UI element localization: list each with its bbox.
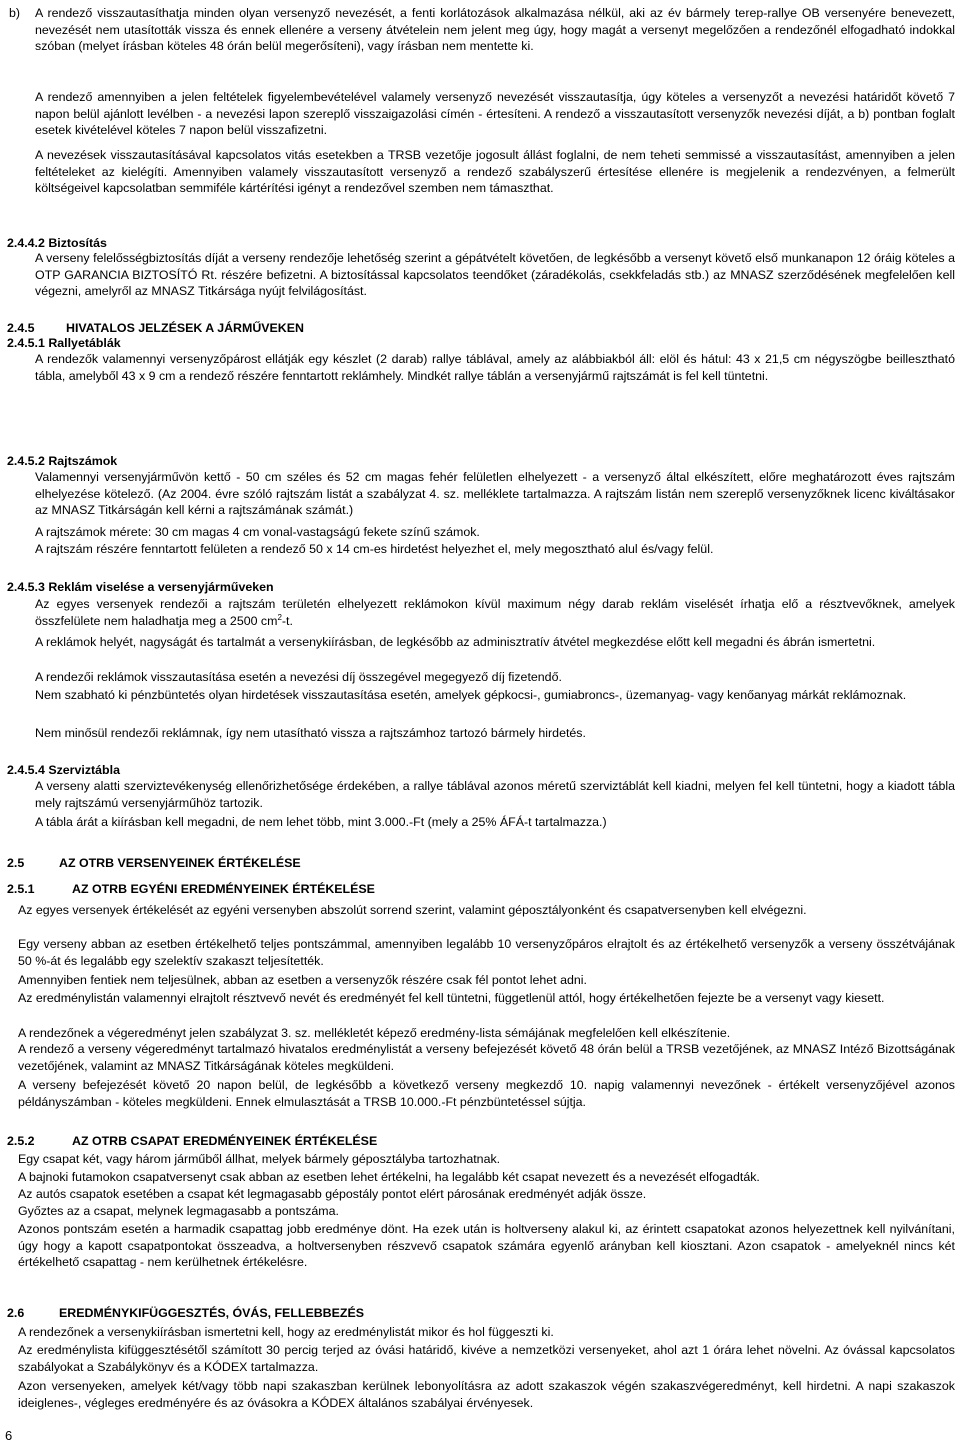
paragraph-2452-b: A rajtszámok mérete: 30 cm magas 4 cm vonal-vastagságú fekete színű számok. <box>35 525 480 539</box>
paragraph-2452-c: A rajtszám részére fenntartott felületen a rendező 50 x 14 cm-es hirdetést helyezhet el, mely megosztható alul és/vagy felül. <box>35 542 714 556</box>
paragraph-2452-a: Valamennyi versenyjárművön kettő - 50 cm széles és 52 cm magas fehér felületlen elhelyezett - a versenyző által elkészített, előre meghatározott éves rajtszám elhelyezése kötelező. (Az 2004. évre szóló rajtszám listát a szabályzat 4. sz. melléklete tartalmazza. A rajtszám listán nem szereplő versenyzőknek licenc kiváltásakor az MNASZ Titkárságán kell kérni a rajtszámának számát.) <box>35 470 955 518</box>
paragraph-b-marker: b) <box>9 6 21 20</box>
page-number: 6 <box>5 1428 13 1443</box>
heading-251-number: 2.5.1 <box>7 882 35 896</box>
paragraph-251-e: A rendezőnek a végeredményt jelen szabályzat 3. sz. mellékletét képező eredmény-lista sémájának megfelelően kell elkészítenie. <box>18 1026 731 1040</box>
heading-245-title: HIVATALOS JELZÉSEK A JÁRMŰVEKEN <box>66 321 304 335</box>
heading-26-title: EREDMÉNYKIFÜGGESZTÉS, ÓVÁS, FELLEBBEZÉS <box>59 1306 364 1320</box>
heading-252-title: AZ OTRB CSAPAT EREDMÉNYEINEK ÉRTÉKELÉSE <box>72 1134 378 1148</box>
paragraph-2453-a-text: Az egyes versenyek rendezői a rajtszám területén elhelyezett reklámokon kívül maximum négy darab reklám viselését írhatja elő a résztvevőknek, amelyek összfelülete nem haladhatja meg a 2500 cm <box>35 597 955 628</box>
heading-2442: 2.4.4.2 Biztosítás <box>7 236 107 250</box>
paragraph-2454-a: A verseny alatti szerviztevékenység ellenőrizhetősége érdekében, a rallye táblával azonos méretű szerviztáblát kell kiadni, melyen fel kell tüntetni, hogy a kiadott tábla mely rajtszámú versenyjárműhöz tartozik. <box>35 779 955 810</box>
heading-25-title: AZ OTRB VERSENYEINEK ÉRTÉKELÉSE <box>59 856 301 870</box>
paragraph-251-b: Egy verseny abban az esetben értékelhető teljes pontszámmal, amennyiben legalább 10 versenyzőpáros elrajtolt és az értékelhető versenyzők a verseny összétvájának 50 %-át és legalább egy szelektív szakaszt teljesítették. <box>18 937 955 968</box>
heading-252 <box>7 1133 377 1150</box>
paragraph-251-c: Amennyiben fentiek nem teljesülnek, abban az esetben a versenyzők részére csak fél pontot lehet adni. <box>18 973 587 987</box>
paragraph-251-d: Az eredménylistán valamennyi elrajtolt résztvevő nevét és eredményét fel kell tüntetni, függetlenül attól, hogy értékelhetően fejezte be a versenyt vagy kiesett. <box>18 991 885 1005</box>
paragraph-252-d: Győztes az a csapat, melynek legmagasabb a pontszáma. <box>18 1204 339 1218</box>
heading-2451: 2.4.5.1 Rallyetáblák <box>7 336 121 350</box>
heading-2452: 2.4.5.2 Rajtszámok <box>7 454 118 468</box>
heading-25 <box>7 855 301 872</box>
heading-252-number: 2.5.2 <box>7 1134 35 1148</box>
paragraph-2453-d: Nem szabható ki pénzbüntetés olyan hirdetések visszautasítása esetén, amelyek gépkocsi-, gumiabroncs-, üzemanyag- vagy kenőanyag márkát reklámoznak. <box>35 688 907 702</box>
heading-25-number: 2.5 <box>7 856 25 870</box>
heading-2454: 2.4.5.4 Szerviztábla <box>7 763 120 777</box>
heading-26-number: 2.6 <box>7 1306 25 1320</box>
heading-26 <box>7 1305 364 1322</box>
paragraph-251-g: A verseny befejezését követő 20 napon belül, de legkésőbb a következő verseny megkezdő 10. napig valamennyi nevezőnek - értékelt versenyzőjével azonos példányszámban - köteles megküldeni. Ennek elmulasztását a TRSB 10.000.-Ft pénzbüntetéssel sújtja. <box>18 1078 955 1109</box>
heading-2453: 2.4.5.3 Reklám viselése a versenyjárműveken <box>7 580 274 594</box>
paragraph-252-b: A bajnoki futamokon csapatversenyt csak abban az esetben lehet értékelni, ha legalább két csapat nevezett és a nevezését elfogadták. <box>18 1170 760 1184</box>
paragraph-2453-c: A rendezői reklámok visszautasítása esetén a nevezési díj összegével megegyező díj fizetendő. <box>35 670 562 684</box>
paragraph-rejection-1: A rendező amennyiben a jelen feltételek figyelembevételével valamely versenyző nevezését visszautasítja, úgy köteles a versenyzőt a nevezési határidőt követő 7 napon belül ajánlott levélben - a nevezési lapon szereplő visszaigazolási címén - értesíteni. A rendező a visszautasított versenyzők nevezési díját, a b) pontban foglalt esetek kivételével köteles 7 napon belül visszafizetni. <box>35 90 955 138</box>
paragraph-2453-e: Nem minősül rendezői reklámnak, így nem utasítható vissza a rajtszámhoz tartozó bármely hirdetés. <box>35 726 586 740</box>
paragraph-2454-b: A tábla árát a kiírásban kell megadni, de nem lehet több, mint 3.000.-Ft (mely a 25% ÁFÁ-t tartalmazza.) <box>35 815 607 829</box>
paragraph-252-a: Egy csapat két, vagy három járműből állhat, melyek bármely géposztályba tartozhatnak. <box>18 1152 501 1166</box>
paragraph-2442: A verseny felelősségbiztosítás díját a verseny rendezője lehetőség szerint a gépátvételt követően, de legkésőbb a versenyt követő első munkanapon 12 óráig köteles a OTP GARANCIA BIZTOSÍTÓ Rt. részére befizetni. A biztosítással kapcsolatos teendőket (záradékolás, csekkfeladás stb.) az MNASZ szerződésének megfelelően kell végezni, amelyről az MNASZ Titkársága nyújt felvilágosítást. <box>35 251 955 299</box>
paragraph-2451: A rendezők valamennyi versenyzőpárost ellátják egy készlet (2 darab) rallye táblával, amely az alábbiakból áll: elöl és hátul: 43 x 21,5 cm négyszögbe beillesztható tábla, amelyből 43 x 9 cm a rendező részére fenntartott reklámhely. Mindkét rallye táblán a versenyjármű rajtszámát is fel kell tüntetni. <box>35 352 955 383</box>
paragraph-26-b: Az eredménylista kifüggesztésétől számított 30 percig terjed az óvási határidő, kivéve a nemzetközi versenyeket, ahol azt 1 órára lehet növelni. Az óvással kapcsolatos szabályokat a Szabálykönyv és a KÓDEX tartalmazza. <box>18 1343 955 1374</box>
paragraph-b: A rendező visszautasíthatja minden olyan versenyző nevezését, a fenti korlátozások alkalmazása nélkül, aki az év bármely terep-rallye OB versenyére benevezett, nevezését nem utasították vissza és ennek ellenére a verseny átvételein nem jelent meg úgy, hogy magát a versenyt megelőzően a rendezőnél elfogadható indokkal szóban (melyet írásban köteles 48 órán belül megerősíteni), vagy írásban nem mentette ki. <box>35 6 955 54</box>
paragraph-252-e: Azonos pontszám esetén a harmadik csapattag jobb eredménye dönt. Ha ezek után is holtverseny alakul ki, az érintett csapatokat azonos helyezettnek kell nyilvánítani, úgy hogy a kapott csapatpontokat összeadva, a holtversenyben részvevő csapatok számára egyenlő arányban kell kiosztani. Azon csapatok - amelyeknél nincs két értékelhető csapattag - nem kerülhetnek értékelésre. <box>18 1222 955 1270</box>
paragraph-26-c: Azon versenyeken, amelyek két/vagy több napi szakaszban kerülnek lebonyolításra az adott szakaszok végén szakaszvégeredményt, kell hirdetni. A napi szakaszok ideiglenes-, végleges eredményére és az óvásokra a KÓDEX általános szabályai érvényesek. <box>18 1379 955 1410</box>
heading-245-number: 2.4.5 <box>7 321 35 335</box>
heading-251 <box>7 881 375 898</box>
paragraph-252-c: Az autós csapatok esetében a csapat két legmagasabb gépostály pontot elért párosának eredményét adják össze. <box>18 1187 647 1201</box>
paragraph-251-a: Az egyes versenyek értékelését az egyéni versenyben abszolút sorrend szerint, valamint géposztályonként és csapatversenyben kell elvégezni. <box>18 903 807 917</box>
heading-251-title: AZ OTRB EGYÉNI EREDMÉNYEINEK ÉRTÉKELÉSE <box>72 882 375 896</box>
paragraph-2453-a <box>35 596 955 629</box>
paragraph-2453-b: A reklámok helyét, nagyságát és tartalmát a versenykiírásban, de legkésőbb az adminisztratív átvétel megkezdése előtt kell megadni és ábrán ismertetni. <box>35 635 876 649</box>
paragraph-26-a: A rendezőnek a versenykiírásban ismertetni kell, hogy az eredménylistát mikor és hol függeszti ki. <box>18 1325 554 1339</box>
paragraph-2453-a-suffix: -t. <box>281 613 293 628</box>
paragraph-rejection-2: A nevezések visszautasításával kapcsolatos vitás esetekben a TRSB vezetője jogosult állást foglalni, de nem teheti semmissé a visszautasítást, amennyiben a jelen feltételeket az kielégíti. Amennyiben valamely visszautasított versenyző a rendező szabályszerű értesítése ellenére is megjelenik a rendezvényen, a felmerült költségeivel kapcsolatban semmiféle kártérítési igényt a rendezővel szemben nem támaszthat. <box>35 148 955 196</box>
paragraph-251-f: A rendező a verseny végeredményt tartalmazó hivatalos eredménylistát a verseny befejezését követő 48 órán belül a TRSB vezetőjének, az MNASZ Intéző Bizottságának vezetőjének, valamint az MNASZ Titkárságának köteles megküldeni. <box>18 1042 955 1073</box>
superscript-2: 2 <box>277 612 282 622</box>
